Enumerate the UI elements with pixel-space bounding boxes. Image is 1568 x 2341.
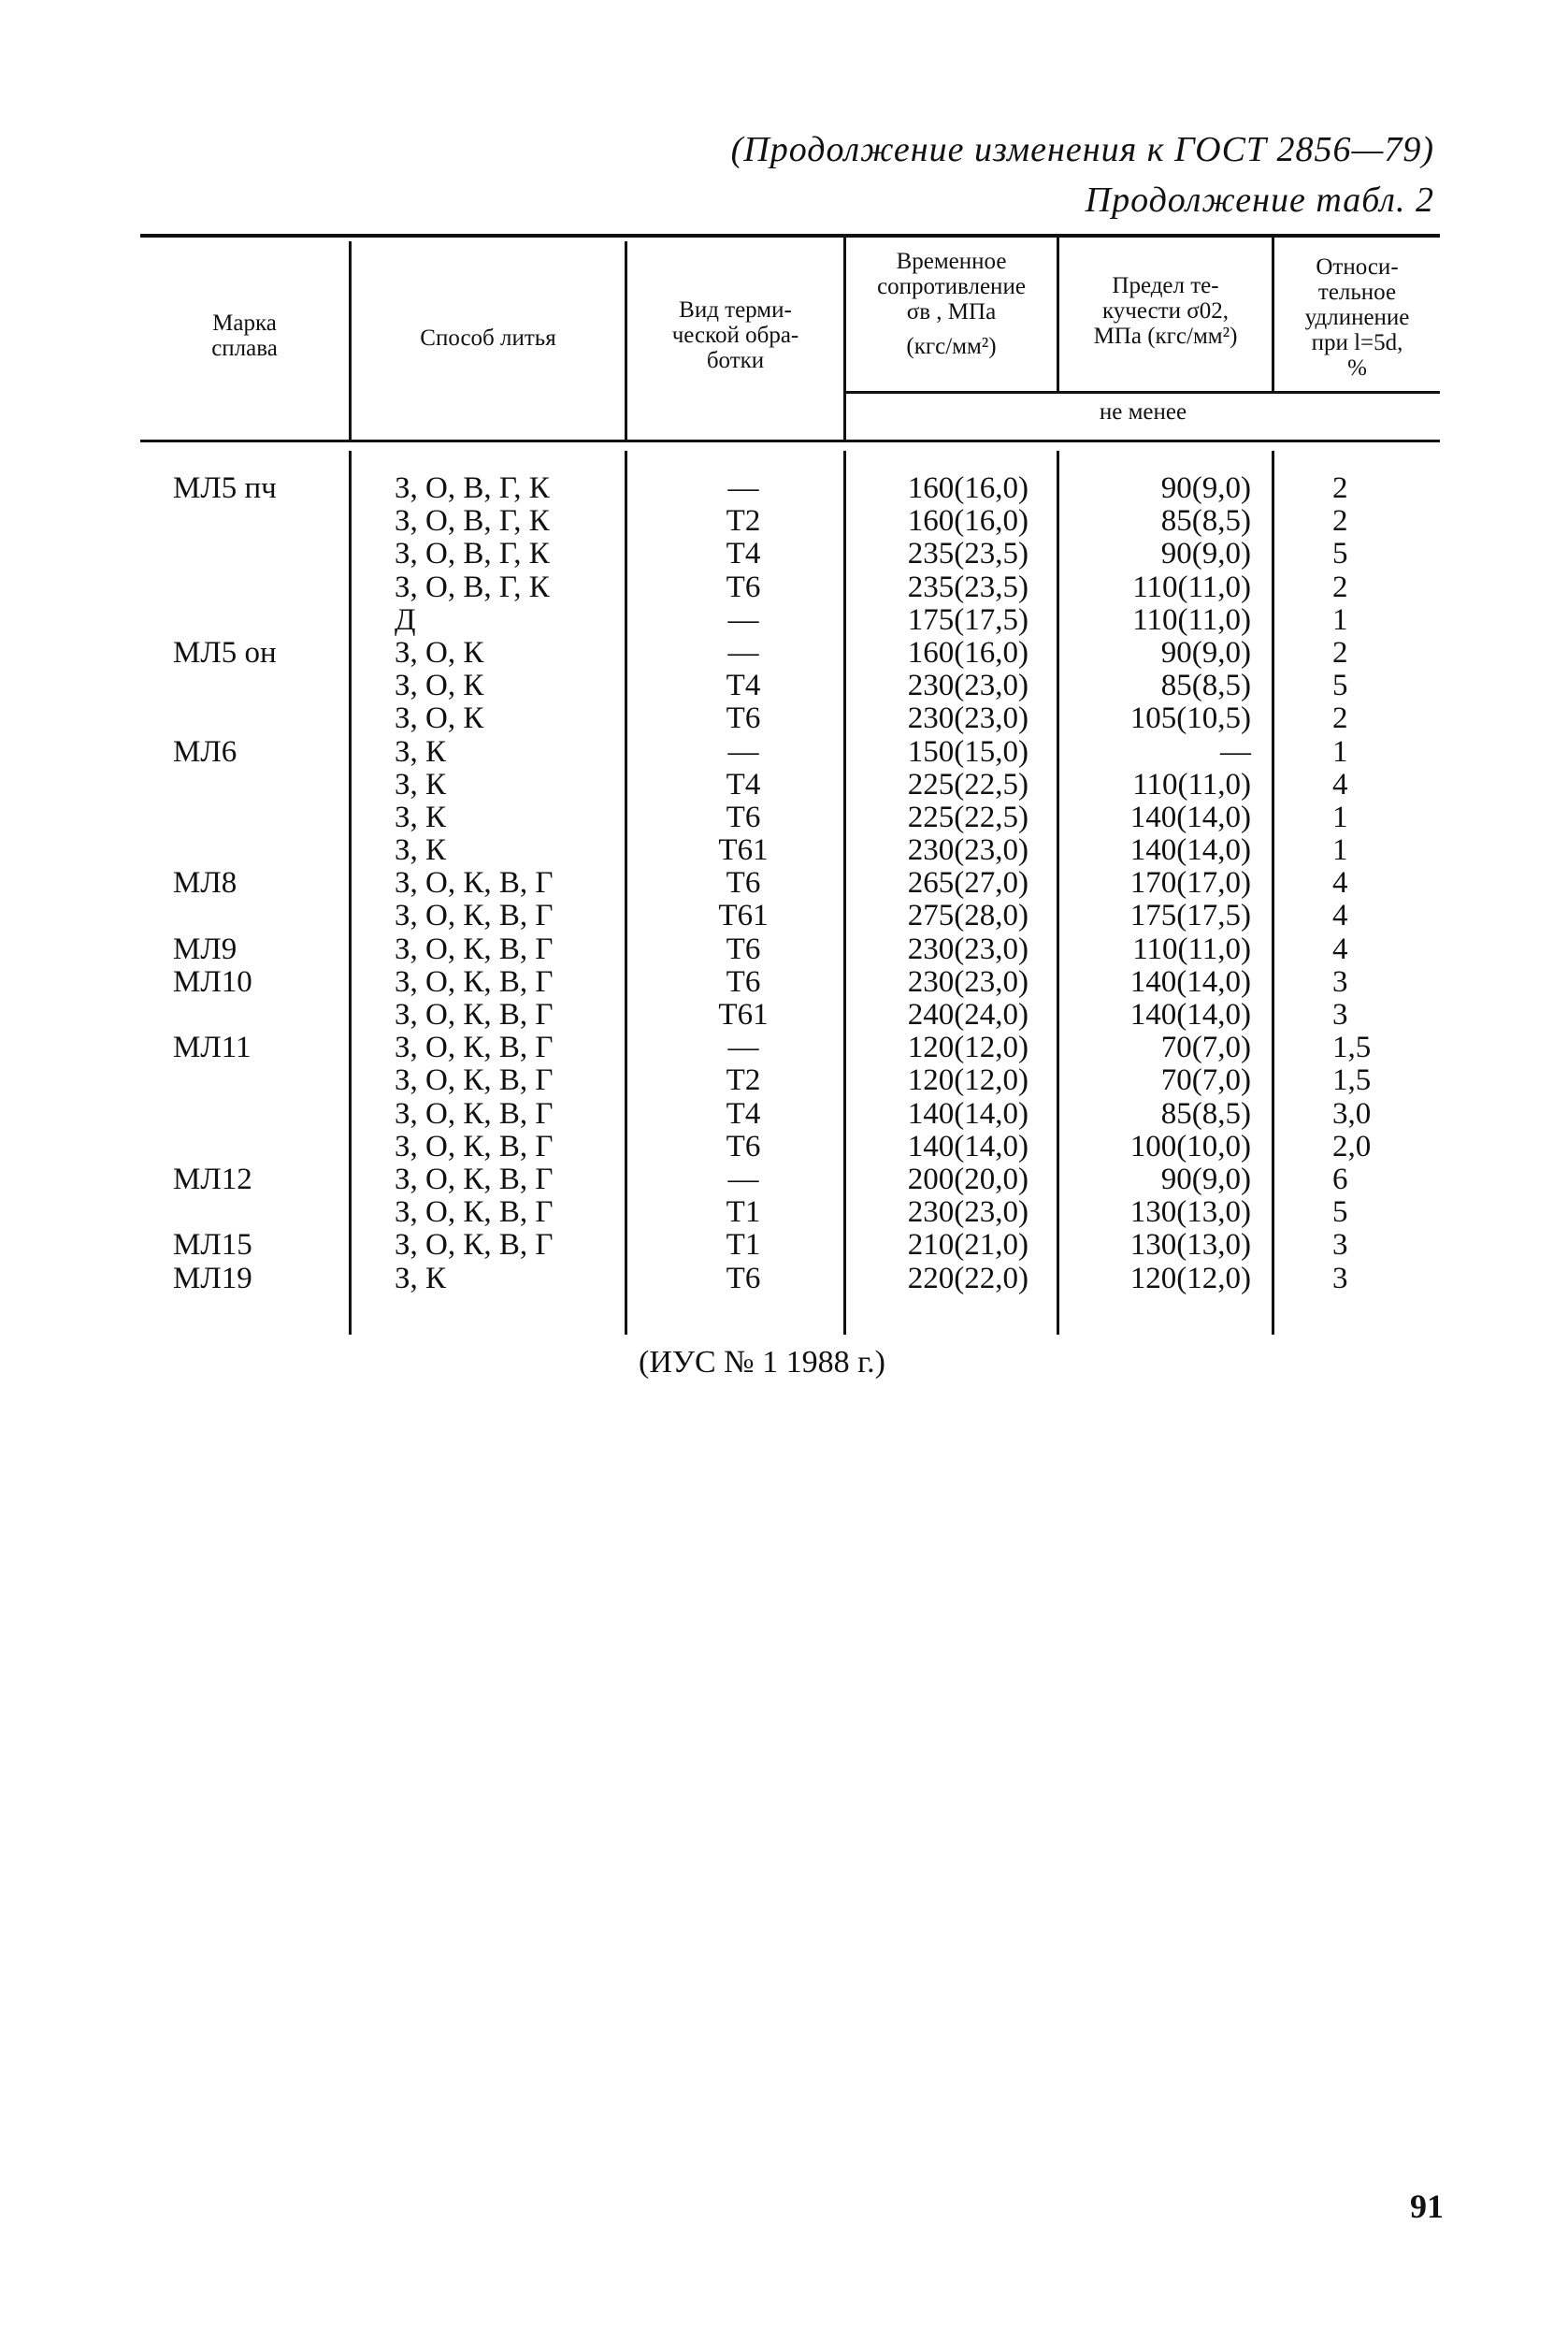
header-line: МПа (кгс/мм²) [1093, 324, 1238, 349]
table-cell-heat: Т2 [726, 1063, 761, 1098]
table-cell-heat: Т6 [726, 866, 761, 901]
table-cell-casting: З, О, К, В, Г [395, 998, 554, 1032]
page-number: 91 [1410, 2188, 1444, 2225]
table-cell-casting: З, О, К [395, 635, 484, 670]
table-cell-strength: 225(22,5) [907, 800, 1029, 834]
header-line: ботки [706, 348, 765, 373]
table-cell-strength: 220(22,0) [907, 1261, 1029, 1295]
header-line: Вид терми- [679, 297, 792, 323]
table-cell-strength: 235(23,5) [907, 570, 1029, 604]
table-cell-casting: З, О, К, В, Г [395, 1063, 554, 1098]
table-cell-yield: 70(7,0) [1160, 1031, 1251, 1065]
table-cell-yield: 105(10,5) [1129, 701, 1251, 736]
table-cell-heat: Т6 [726, 701, 761, 736]
table-cell-elong: 5 [1332, 1195, 1348, 1230]
table-cell-strength: 230(23,0) [907, 1195, 1029, 1230]
table-cell-heat: Т4 [726, 1096, 761, 1131]
table-cell-casting: З, О, К, В, Г [395, 932, 554, 966]
column-heat-treatment [673, 472, 813, 1295]
column-divider [1272, 451, 1274, 1335]
table-cell-alloy [173, 702, 346, 735]
table-cell-heat: — [727, 471, 759, 505]
table-cell-strength: 210(21,0) [907, 1228, 1029, 1263]
table-cell-yield: — [1220, 734, 1251, 769]
table-cell-alloy: МЛ12 [173, 1162, 252, 1196]
table-cell-strength: 240(24,0) [907, 998, 1029, 1032]
table-cell-casting: З, О, К [395, 669, 484, 703]
table-cell-alloy: МЛ19 [173, 1261, 252, 1295]
table-cell-elong: 2,0 [1332, 1129, 1372, 1163]
table-cell-heat: Т4 [726, 669, 761, 703]
table-cell-strength: 160(16,0) [907, 635, 1029, 670]
table-cell-heat: — [727, 1031, 759, 1065]
table-cell-alloy: МЛ11 [173, 1031, 252, 1065]
table-cell-heat: — [727, 1162, 759, 1196]
table-cell-yield: 110(11,0) [1132, 602, 1251, 637]
table-cell-heat: Т2 [726, 504, 761, 539]
table-cell-alloy [173, 604, 346, 637]
header-line: удлинение [1304, 305, 1410, 330]
table-cell-casting: З, О, К, В, Г [395, 1162, 554, 1196]
table-cell-casting: З, О, К, В, Г [395, 1096, 554, 1131]
column-casting-method [395, 472, 619, 1295]
table-cell-strength: 230(23,0) [907, 964, 1029, 999]
table-cell-casting: З, К [395, 800, 447, 834]
header-bottom-rule [140, 440, 1440, 442]
table-cell-alloy [173, 1064, 346, 1097]
table-cell-yield: 90(9,0) [1160, 1162, 1251, 1196]
table-cell-heat: Т6 [726, 1129, 761, 1163]
table-cell-heat: Т1 [726, 1228, 761, 1263]
table-cell-strength: 150(15,0) [907, 734, 1029, 769]
table-cell-elong: 3,0 [1332, 1096, 1372, 1131]
table-cell-alloy [173, 505, 346, 538]
table-cell-yield: 85(8,5) [1160, 1096, 1251, 1131]
col-header-casting [352, 325, 625, 351]
table-cell-heat: Т61 [718, 899, 769, 933]
table-cell-casting: З, О, К, В, Г [395, 866, 554, 901]
table-cell-strength: 265(27,0) [907, 866, 1029, 901]
running-header: (Продолжение изменения к ГОСТ 2856—79) [730, 130, 1434, 169]
table-cell-alloy: МЛ9 [173, 932, 237, 966]
table-cell-strength: 175(17,5) [907, 602, 1029, 637]
table-cell-elong: 1,5 [1332, 1063, 1372, 1098]
col-header-yield-strength [1059, 273, 1272, 349]
table-cell-elong: 5 [1332, 669, 1348, 703]
subheader-rule [846, 391, 1440, 394]
col-header-elongation [1274, 254, 1440, 381]
table-cell-elong: 3 [1332, 998, 1348, 1032]
table-cell-strength: 140(14,0) [907, 1096, 1029, 1131]
table-cell-casting: З, О, К [395, 701, 484, 736]
table-cell-strength: 230(23,0) [907, 833, 1029, 868]
table-cell-casting: З, О, В, Г, К [395, 471, 550, 505]
table-cell-elong: 6 [1332, 1162, 1348, 1196]
table-cell-strength: 200(20,0) [907, 1162, 1029, 1196]
table-cell-yield: 170(17,0) [1129, 866, 1251, 901]
table-cell-elong: 3 [1332, 964, 1348, 999]
column-divider [349, 451, 352, 1335]
table-cell-alloy [173, 538, 346, 571]
table-cell-elong: 3 [1332, 1228, 1348, 1263]
header-line: при l=5d, [1311, 330, 1403, 355]
table-cell-heat: Т6 [726, 570, 761, 604]
table-cell-strength: 120(12,0) [907, 1063, 1029, 1098]
table-cell-alloy [173, 1131, 346, 1163]
table-cell-alloy [173, 670, 346, 702]
table-cell-elong: 2 [1332, 635, 1348, 670]
table-cell-heat: Т61 [718, 998, 769, 1032]
table-cell-strength: 225(22,5) [907, 767, 1029, 802]
table-cell-alloy [173, 1098, 346, 1131]
table-cell-yield: 100(10,0) [1129, 1129, 1251, 1163]
column-alloy [173, 472, 346, 1295]
table-cell-strength: 140(14,0) [907, 1129, 1029, 1163]
table-cell-elong: 1 [1332, 734, 1348, 769]
header-line: % [1347, 355, 1367, 381]
table-cell-strength: 235(23,5) [907, 537, 1029, 571]
table-cell-strength: 230(23,0) [907, 932, 1029, 966]
table-cell-casting: З, К [395, 833, 447, 868]
column-yield-strength [1059, 472, 1251, 1295]
table-cell-elong: 4 [1332, 866, 1348, 901]
table-cell-elong: 3 [1332, 1261, 1348, 1295]
table-cell-alloy: МЛ10 [173, 964, 252, 999]
header-line: сопротивление [877, 274, 1026, 299]
table-cell-elong: 4 [1332, 767, 1348, 802]
header-line: ческой обра- [671, 323, 799, 348]
subheader-not-less-than: не менее [1099, 399, 1187, 425]
header-line: Относи- [1316, 254, 1399, 280]
table-cell-elong: 2 [1332, 701, 1348, 736]
header-line: σв , МПа [906, 299, 997, 325]
header-line: сплава [211, 336, 278, 361]
col-header-alloy [140, 311, 349, 361]
table-cell-casting: З, О, К, В, Г [395, 1129, 554, 1163]
table-cell-alloy [173, 834, 346, 867]
header-line: Марка [212, 311, 277, 336]
table-cell-heat: Т6 [726, 964, 761, 999]
table-cell-strength: 120(12,0) [907, 1031, 1029, 1065]
table-cell-alloy: МЛ6 [173, 734, 237, 769]
header-line: Способ литья [420, 325, 556, 351]
table-cell-heat: Т6 [726, 800, 761, 834]
column-tensile-strength [846, 472, 1029, 1295]
table-top-rule [140, 234, 1440, 238]
table-cell-yield: 70(7,0) [1160, 1063, 1251, 1098]
header-line: Предел те- [1112, 273, 1219, 298]
table-cell-casting: З, О, К, В, Г [395, 899, 554, 933]
table-cell-casting: З, О, К, В, Г [395, 1195, 554, 1230]
table-cell-strength: 230(23,0) [907, 669, 1029, 703]
column-divider [625, 451, 627, 1335]
table-cell-yield: 130(13,0) [1129, 1228, 1251, 1263]
table-cell-elong: 4 [1332, 932, 1348, 966]
table-cell-alloy [173, 571, 346, 604]
header-line: (кгс/мм²) [906, 334, 997, 359]
table-cell-yield: 175(17,5) [1129, 899, 1251, 933]
table-cell-yield: 120(12,0) [1129, 1261, 1251, 1295]
table-cell-casting: З, К [395, 767, 447, 802]
table-cell-elong: 1 [1332, 833, 1348, 868]
table-cell-strength: 275(28,0) [907, 899, 1029, 933]
table-cell-yield: 85(8,5) [1160, 669, 1251, 703]
table-cell-yield: 140(14,0) [1129, 833, 1251, 868]
table-cell-heat: — [727, 635, 759, 670]
table-cell-strength: 160(16,0) [907, 504, 1029, 539]
table-cell-alloy: МЛ8 [173, 866, 237, 901]
table-cell-yield: 140(14,0) [1129, 964, 1251, 999]
table-cell-casting: З, К [395, 734, 447, 769]
table-cell-strength: 160(16,0) [907, 471, 1029, 505]
table-cell-heat: — [727, 602, 759, 637]
table-cell-yield: 90(9,0) [1160, 471, 1251, 505]
table-cell-yield: 110(11,0) [1132, 570, 1251, 604]
table-cell-heat: Т1 [726, 1195, 761, 1230]
col-header-heat-treatment [627, 297, 843, 373]
table-cell-alloy [173, 999, 346, 1032]
table-cell-casting: З, О, В, Г, К [395, 504, 550, 539]
table-cell-casting: З, О, В, Г, К [395, 570, 550, 604]
table-cell-casting: З, О, К, В, Г [395, 1228, 554, 1263]
table-cell-casting: З, К [395, 1261, 447, 1295]
table-cell-heat: Т6 [726, 1261, 761, 1295]
table-cell-heat: Т6 [726, 932, 761, 966]
table-cell-yield: 90(9,0) [1160, 635, 1251, 670]
table-cell-yield: 130(13,0) [1129, 1195, 1251, 1230]
table-cell-alloy: МЛ15 [173, 1228, 252, 1263]
table-cell-elong: 2 [1332, 504, 1348, 539]
table-continuation-label: Продолжение табл. 2 [1085, 181, 1434, 220]
column-elongation [1332, 472, 1426, 1295]
table-cell-yield: 140(14,0) [1129, 998, 1251, 1032]
table-cell-alloy: МЛ5 пч [173, 471, 277, 505]
table-cell-yield: 110(11,0) [1132, 767, 1251, 802]
table-cell-heat: Т4 [726, 767, 761, 802]
header-line: Временное [896, 249, 1007, 274]
table-cell-yield: 85(8,5) [1160, 504, 1251, 539]
table-cell-yield: 140(14,0) [1129, 800, 1251, 834]
table-cell-elong: 2 [1332, 471, 1348, 505]
table-cell-casting: З, О, В, Г, К [395, 537, 550, 571]
footnote: (ИУС № 1 1988 г.) [639, 1345, 885, 1380]
table-cell-strength: 230(23,0) [907, 701, 1029, 736]
table-cell-casting: З, О, К, В, Г [395, 1031, 554, 1065]
table-cell-yield: 110(11,0) [1132, 932, 1251, 966]
table-cell-heat: — [727, 734, 759, 769]
table-cell-yield: 90(9,0) [1160, 537, 1251, 571]
table-cell-alloy: МЛ5 он [173, 635, 277, 670]
table-cell-casting: Д [395, 602, 416, 637]
col-header-tensile-strength [846, 249, 1057, 359]
table-cell-elong: 1,5 [1332, 1031, 1372, 1065]
table-cell-alloy [173, 769, 346, 802]
table-cell-elong: 4 [1332, 899, 1348, 933]
table-cell-elong: 1 [1332, 800, 1348, 834]
table-cell-alloy [173, 1196, 346, 1229]
table-cell-heat: Т61 [718, 833, 769, 868]
table-cell-elong: 2 [1332, 570, 1348, 604]
header-line: тельное [1317, 280, 1397, 305]
table-cell-elong: 1 [1332, 602, 1348, 637]
table-cell-alloy [173, 900, 346, 932]
table-cell-elong: 5 [1332, 537, 1348, 571]
table-cell-alloy [173, 802, 346, 834]
table-cell-heat: Т4 [726, 537, 761, 571]
header-line: кучести σ02, [1102, 298, 1229, 324]
table-cell-casting: З, О, К, В, Г [395, 964, 554, 999]
